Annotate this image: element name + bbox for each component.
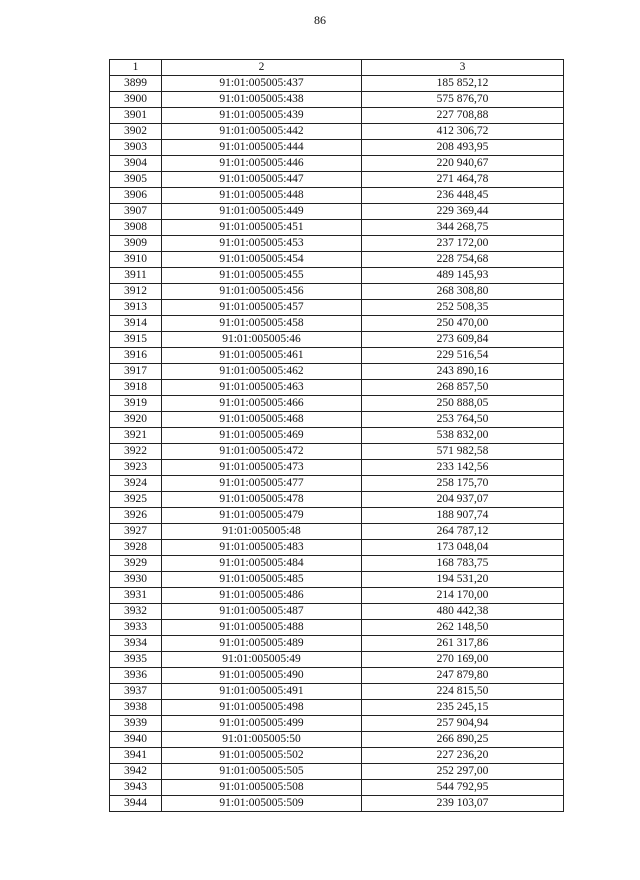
- value-cell: 173 048,04: [362, 540, 564, 556]
- value-cell: 268 857,50: [362, 380, 564, 396]
- value-cell: 239 103,07: [362, 796, 564, 812]
- row-number-cell: 3916: [110, 348, 162, 364]
- row-number-cell: 3921: [110, 428, 162, 444]
- table-row: [110, 284, 564, 300]
- cadastral-number-cell: 91:01:005005:448: [162, 188, 362, 204]
- table-row: [110, 252, 564, 268]
- table-row: [110, 540, 564, 556]
- value-cell: 247 879,80: [362, 668, 564, 684]
- table-row: [110, 380, 564, 396]
- table-body: [110, 76, 564, 812]
- table-row: [110, 668, 564, 684]
- table-row: [110, 396, 564, 412]
- value-cell: 204 937,07: [362, 492, 564, 508]
- table-row: [110, 572, 564, 588]
- cadastral-number-cell: 91:01:005005:444: [162, 140, 362, 156]
- cadastral-number-cell: 91:01:005005:489: [162, 636, 362, 652]
- row-number-cell: 3917: [110, 364, 162, 380]
- cadastral-number-cell: 91:01:005005:498: [162, 700, 362, 716]
- value-cell: 544 792,95: [362, 780, 564, 796]
- column-header-3: 3: [362, 60, 564, 76]
- table-row: [110, 428, 564, 444]
- cadastral-number-cell: 91:01:005005:447: [162, 172, 362, 188]
- table-row: [110, 492, 564, 508]
- value-cell: 261 317,86: [362, 636, 564, 652]
- table-row: [110, 796, 564, 812]
- cadastral-number-cell: 91:01:005005:49: [162, 652, 362, 668]
- value-cell: 208 493,95: [362, 140, 564, 156]
- cadastral-number-cell: 91:01:005005:479: [162, 508, 362, 524]
- cadastral-number-cell: 91:01:005005:446: [162, 156, 362, 172]
- row-number-cell: 3922: [110, 444, 162, 460]
- value-cell: 224 815,50: [362, 684, 564, 700]
- row-number-cell: 3902: [110, 124, 162, 140]
- table-row: [110, 748, 564, 764]
- row-number-cell: 3937: [110, 684, 162, 700]
- row-number-cell: 3938: [110, 700, 162, 716]
- row-number-cell: 3933: [110, 620, 162, 636]
- table-row: [110, 716, 564, 732]
- table-row: [110, 780, 564, 796]
- table-row: [110, 348, 564, 364]
- value-cell: 480 442,38: [362, 604, 564, 620]
- cadastral-number-cell: 91:01:005005:472: [162, 444, 362, 460]
- value-cell: 257 904,94: [362, 716, 564, 732]
- table-row: [110, 124, 564, 140]
- cadastral-number-cell: 91:01:005005:486: [162, 588, 362, 604]
- row-number-cell: 3910: [110, 252, 162, 268]
- table-row: [110, 476, 564, 492]
- table-row: [110, 652, 564, 668]
- cadastral-number-cell: 91:01:005005:455: [162, 268, 362, 284]
- column-header-1: 1: [110, 60, 162, 76]
- row-number-cell: 3942: [110, 764, 162, 780]
- row-number-cell: 3939: [110, 716, 162, 732]
- value-cell: 168 783,75: [362, 556, 564, 572]
- cadastral-number-cell: 91:01:005005:463: [162, 380, 362, 396]
- table-row: [110, 204, 564, 220]
- row-number-cell: 3903: [110, 140, 162, 156]
- row-number-cell: 3927: [110, 524, 162, 540]
- table-row: [110, 236, 564, 252]
- value-cell: 228 754,68: [362, 252, 564, 268]
- table-row: [110, 92, 564, 108]
- row-number-cell: 3934: [110, 636, 162, 652]
- table-row: [110, 220, 564, 236]
- cadastral-number-cell: 91:01:005005:490: [162, 668, 362, 684]
- row-number-cell: 3915: [110, 332, 162, 348]
- value-cell: 268 308,80: [362, 284, 564, 300]
- table-row: [110, 316, 564, 332]
- cadastral-number-cell: 91:01:005005:50: [162, 732, 362, 748]
- cadastral-number-cell: 91:01:005005:451: [162, 220, 362, 236]
- cadastral-number-cell: 91:01:005005:48: [162, 524, 362, 540]
- value-cell: 185 852,12: [362, 76, 564, 92]
- table-row: [110, 588, 564, 604]
- row-number-cell: 3928: [110, 540, 162, 556]
- value-cell: 264 787,12: [362, 524, 564, 540]
- value-cell: 243 890,16: [362, 364, 564, 380]
- cadastral-number-cell: 91:01:005005:458: [162, 316, 362, 332]
- cadastral-number-cell: 91:01:005005:466: [162, 396, 362, 412]
- row-number-cell: 3929: [110, 556, 162, 572]
- value-cell: 253 764,50: [362, 412, 564, 428]
- row-number-cell: 3907: [110, 204, 162, 220]
- cadastral-number-cell: 91:01:005005:438: [162, 92, 362, 108]
- row-number-cell: 3899: [110, 76, 162, 92]
- row-number-cell: 3925: [110, 492, 162, 508]
- table-row: [110, 156, 564, 172]
- table-row: [110, 620, 564, 636]
- row-number-cell: 3913: [110, 300, 162, 316]
- value-cell: 538 832,00: [362, 428, 564, 444]
- row-number-cell: 3932: [110, 604, 162, 620]
- table-row: [110, 524, 564, 540]
- cadastral-number-cell: 91:01:005005:502: [162, 748, 362, 764]
- column-header-2: 2: [162, 60, 362, 76]
- row-number-cell: 3920: [110, 412, 162, 428]
- cadastral-number-cell: 91:01:005005:442: [162, 124, 362, 140]
- value-cell: 344 268,75: [362, 220, 564, 236]
- row-number-cell: 3919: [110, 396, 162, 412]
- table-row: [110, 300, 564, 316]
- cadastral-number-cell: 91:01:005005:468: [162, 412, 362, 428]
- cadastral-number-cell: 91:01:005005:485: [162, 572, 362, 588]
- table-row: [110, 364, 564, 380]
- row-number-cell: 3900: [110, 92, 162, 108]
- registry-table: [109, 59, 564, 812]
- row-number-cell: 3924: [110, 476, 162, 492]
- value-cell: 252 297,00: [362, 764, 564, 780]
- row-number-cell: 3936: [110, 668, 162, 684]
- cadastral-number-cell: 91:01:005005:462: [162, 364, 362, 380]
- table-row: [110, 332, 564, 348]
- table-row: [110, 76, 564, 92]
- value-cell: 250 888,05: [362, 396, 564, 412]
- table-row: [110, 700, 564, 716]
- cadastral-number-cell: 91:01:005005:484: [162, 556, 362, 572]
- value-cell: 575 876,70: [362, 92, 564, 108]
- value-cell: 252 508,35: [362, 300, 564, 316]
- row-number-cell: 3943: [110, 780, 162, 796]
- row-number-cell: 3923: [110, 460, 162, 476]
- value-cell: 262 148,50: [362, 620, 564, 636]
- value-cell: 571 982,58: [362, 444, 564, 460]
- cadastral-number-cell: 91:01:005005:483: [162, 540, 362, 556]
- value-cell: 227 708,88: [362, 108, 564, 124]
- value-cell: 220 940,67: [362, 156, 564, 172]
- table-header-row: [110, 60, 564, 76]
- cadastral-number-cell: 91:01:005005:453: [162, 236, 362, 252]
- row-number-cell: 3909: [110, 236, 162, 252]
- table-row: [110, 508, 564, 524]
- value-cell: 237 172,00: [362, 236, 564, 252]
- table-row: [110, 604, 564, 620]
- table-row: [110, 732, 564, 748]
- table-row: [110, 268, 564, 284]
- table-row: [110, 108, 564, 124]
- row-number-cell: 3941: [110, 748, 162, 764]
- cadastral-number-cell: 91:01:005005:473: [162, 460, 362, 476]
- cadastral-number-cell: 91:01:005005:487: [162, 604, 362, 620]
- value-cell: 233 142,56: [362, 460, 564, 476]
- value-cell: 227 236,20: [362, 748, 564, 764]
- value-cell: 194 531,20: [362, 572, 564, 588]
- page-number: 86: [314, 13, 326, 27]
- row-number-cell: 3944: [110, 796, 162, 812]
- value-cell: 489 145,93: [362, 268, 564, 284]
- value-cell: 235 245,15: [362, 700, 564, 716]
- table-row: [110, 188, 564, 204]
- value-cell: 214 170,00: [362, 588, 564, 604]
- table-row: [110, 636, 564, 652]
- table-row: [110, 684, 564, 700]
- table-row: [110, 556, 564, 572]
- table-row: [110, 444, 564, 460]
- cadastral-number-cell: 91:01:005005:449: [162, 204, 362, 220]
- value-cell: 266 890,25: [362, 732, 564, 748]
- table-row: [110, 412, 564, 428]
- table-row: [110, 172, 564, 188]
- cadastral-number-cell: 91:01:005005:488: [162, 620, 362, 636]
- value-cell: 236 448,45: [362, 188, 564, 204]
- value-cell: 250 470,00: [362, 316, 564, 332]
- row-number-cell: 3918: [110, 380, 162, 396]
- cadastral-number-cell: 91:01:005005:499: [162, 716, 362, 732]
- cadastral-number-cell: 91:01:005005:509: [162, 796, 362, 812]
- row-number-cell: 3904: [110, 156, 162, 172]
- value-cell: 270 169,00: [362, 652, 564, 668]
- row-number-cell: 3911: [110, 268, 162, 284]
- table-row: [110, 140, 564, 156]
- row-number-cell: 3931: [110, 588, 162, 604]
- row-number-cell: 3935: [110, 652, 162, 668]
- value-cell: 412 306,72: [362, 124, 564, 140]
- row-number-cell: 3940: [110, 732, 162, 748]
- value-cell: 273 609,84: [362, 332, 564, 348]
- row-number-cell: 3914: [110, 316, 162, 332]
- value-cell: 188 907,74: [362, 508, 564, 524]
- cadastral-number-cell: 91:01:005005:477: [162, 476, 362, 492]
- cadastral-number-cell: 91:01:005005:461: [162, 348, 362, 364]
- row-number-cell: 3912: [110, 284, 162, 300]
- row-number-cell: 3926: [110, 508, 162, 524]
- value-cell: 258 175,70: [362, 476, 564, 492]
- cadastral-number-cell: 91:01:005005:505: [162, 764, 362, 780]
- cadastral-number-cell: 91:01:005005:46: [162, 332, 362, 348]
- row-number-cell: 3905: [110, 172, 162, 188]
- cadastral-number-cell: 91:01:005005:439: [162, 108, 362, 124]
- cadastral-number-cell: 91:01:005005:454: [162, 252, 362, 268]
- row-number-cell: 3906: [110, 188, 162, 204]
- cadastral-number-cell: 91:01:005005:478: [162, 492, 362, 508]
- cadastral-number-cell: 91:01:005005:508: [162, 780, 362, 796]
- cadastral-number-cell: 91:01:005005:491: [162, 684, 362, 700]
- cadastral-number-cell: 91:01:005005:457: [162, 300, 362, 316]
- row-number-cell: 3901: [110, 108, 162, 124]
- value-cell: 229 516,54: [362, 348, 564, 364]
- cadastral-number-cell: 91:01:005005:437: [162, 76, 362, 92]
- cadastral-number-cell: 91:01:005005:469: [162, 428, 362, 444]
- table-row: [110, 764, 564, 780]
- row-number-cell: 3908: [110, 220, 162, 236]
- value-cell: 271 464,78: [362, 172, 564, 188]
- value-cell: 229 369,44: [362, 204, 564, 220]
- cadastral-number-cell: 91:01:005005:456: [162, 284, 362, 300]
- row-number-cell: 3930: [110, 572, 162, 588]
- table-row: [110, 460, 564, 476]
